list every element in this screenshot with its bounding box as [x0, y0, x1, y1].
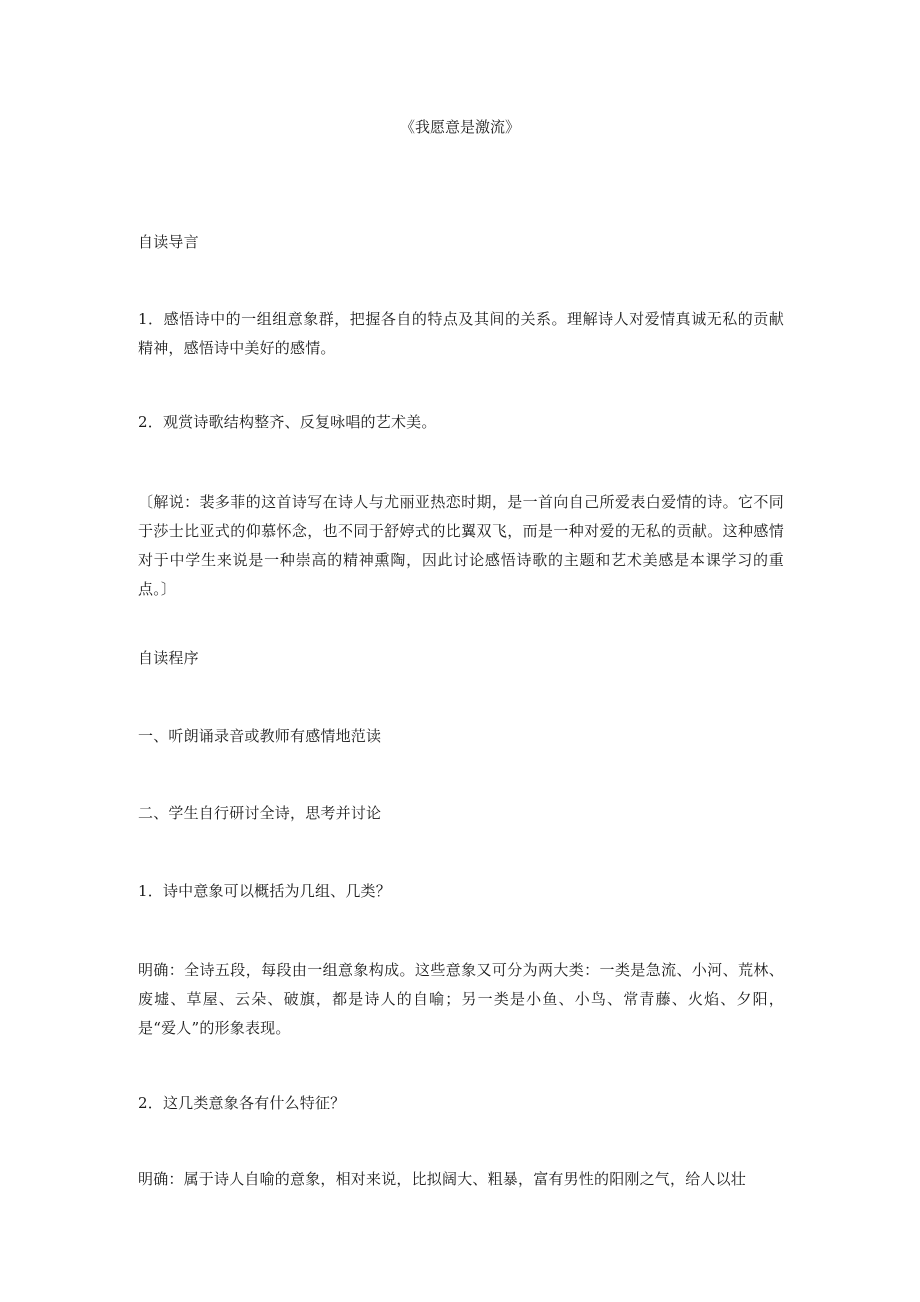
explanation-paragraph: 〔解说：裴多菲的这首诗写在诗人与尤丽亚热恋时期，是一首向自己所爱表白爱情的诗。它不同于莎士比亚式的仰慕怀念，也不同于舒婷式的比翼双飞，而是一种对爱的无私的贡献。这种感情对于中学生来说是一种崇高的精神熏陶，因此讨论感悟诗歌的主题和艺术美感是本课学习的重点。〕 — [138, 493, 784, 598]
section-heading-guide: 自读导言 — [138, 233, 199, 251]
answer-2: 明确：属于诗人自喻的意象，相对来说，比拟阔大、粗暴，富有男性的阳刚之气，给人以壮 — [138, 1170, 747, 1188]
question-1: 1．诗中意象可以概括为几组、几类？ — [138, 882, 391, 900]
document-title: 《我愿意是激流》 — [399, 118, 520, 136]
goal-item-1: 1．感悟诗中的一组组意象群，把握各自的特点及其间的关系。理解诗人对爱情真诚无私的贡献精神，感悟诗中美好的感情。 — [138, 310, 784, 357]
procedure-step-2: 二、学生自行研讨全诗，思考并讨论 — [138, 804, 382, 822]
question-2: 2．这几类意象各有什么特征？ — [138, 1094, 346, 1112]
procedure-step-1: 一、听朗诵录音或教师有感情地范读 — [138, 727, 382, 745]
answer-1: 明确：全诗五段，每段由一组意象构成。这些意象又可分为两大类：一类是急流、小河、荒林、废墟、草屋、云朵、破旗，都是诗人的自喻；另一类是小鱼、小鸟、常青藤、火焰、夕阳，是“爱人”的形象表现。 — [138, 961, 784, 1037]
goal-item-2: 2．观赏诗歌结构整齐、反复咏唱的艺术美。 — [138, 413, 437, 431]
section-heading-procedure: 自读程序 — [138, 649, 199, 667]
